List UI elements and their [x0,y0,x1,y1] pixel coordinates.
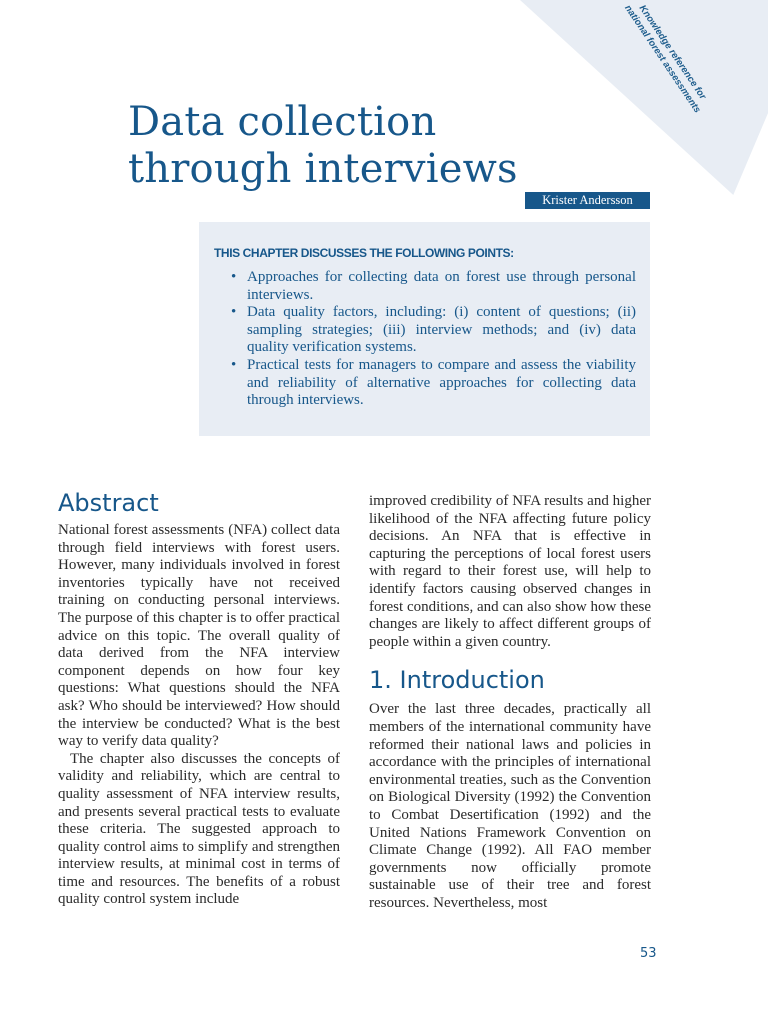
introduction-heading: 1. Introduction [369,666,545,695]
abstract-continuation: improved credibility of NFA results and higher likelihood of the NFA affecting future policy decisions. An NFA that is effective in capturing the perceptions of local forest users with regard to their forest use, will help to identify factors causing observed changes in forest conditions, and can also show how these changes are likely to affect different groups of people within a given country. [369,493,651,650]
page-number: 53 [640,946,657,961]
summary-list [229,269,636,410]
chapter-summary-box [199,222,650,436]
summary-point: • Practical tests for managers to compare and assess the viability and reliability of alternative approaches for collecting data through interviews. [229,357,636,410]
abstract-paragraph: National forest assessments (NFA) collect data through field interviews with forest users. However, many individuals involved in forest inventories typically have not received training on conducting personal interviews. The purpose of this chapter is to offer practical advice on this topic. The overall quality of data derived from the NFA interview component depends on how four key questions: What questions should the NFA ask? Who should be interviewed? How should the interview be conducted? What is the best way to verify data quality? [58,522,340,750]
abstract-paragraph: The chapter also discusses the concepts of validity and reliability, which are central to quality assessment of NFA interview results, and presents several practical tests to evaluate these criteria. The suggested approach to quality control aims to simplify and strengthen interview results, at minimal cost in terms of time and resources. The benefits of a robust quality control system include [58,750,340,908]
abstract-heading: Abstract [58,489,159,517]
title-line-1: Data collection [128,99,437,145]
summary-point: • Approaches for collecting data on forest use through personal interviews. [229,269,636,304]
chapter-title [128,99,518,193]
summary-heading: THIS CHAPTER DISCUSSES THE FOLLOWING POINTS: [214,246,514,260]
right-column [369,493,651,912]
introduction-paragraph: Over the last three decades, practically all members of the international community have reformed their national laws and policies in accordance with the principles of international environmental treaties, such as the Convention on Biological Diversity (1992) the Convention to Combat Desertification (1992) and the United Nations Framework Convention on Climate Change (1992). All FAO member governments now officially promote sustainable use of their tree and forest resources. Nevertheless, most [369,701,651,911]
author-badge: Krister Andersson [525,192,650,209]
title-line-2: through interviews [128,146,518,192]
summary-point: • Data quality factors, including: (i) content of questions; (ii) sampling strategies; (iii) interview methods; and (iv) data quality verification systems. [229,304,636,357]
left-column [58,485,340,909]
series-label: Knowledge reference for national forest assessments [622,3,709,116]
